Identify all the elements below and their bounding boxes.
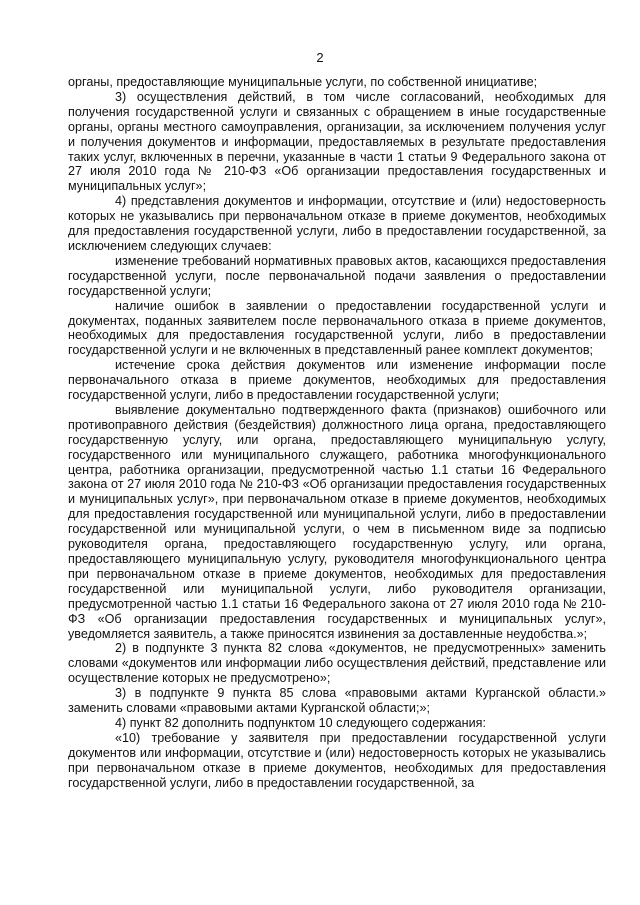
paragraph-case-errors: наличие ошибок в заявлении о предоставлении государственной услуги и документах, поданных заявителем после первоначального отказа в приеме документов, необходимых для предоставления государственной услуги, либо в предоставлении государственной услуги и не включенных в представленный ранее комплект документов;	[68, 298, 606, 358]
paragraph-case-requirements-change: изменение требований нормативных правовых актов, касающихся предоставления государственной услуги, после первоначальной подачи заявления о предоставлении государственной услуги;	[68, 253, 606, 298]
paragraph-case-expiry: истечение срока действия документов или изменение информации после первоначального отказа в приеме документов, необходимых для предоставления государственной услуги, либо в предоставлении государственной услуги;	[68, 358, 606, 403]
paragraph-item-4: 4) представления документов и информации, отсутствие и (или) недостоверность которых не указывались при первоначальном отказе в приеме документов, необходимых для предоставления государственной услуги, либо в предоставлении государственной, за исключением следующих случаев:	[68, 194, 606, 253]
paragraph-new-subitem-10: «10) требование у заявителя при предоставлении государственной услуги документов или информации, отсутствие и (или) недостоверность которых не указывались при первоначальном отказе в приеме документов, необходимых для предоставления государственной услуги, либо в предоставлении государственной, за	[68, 730, 606, 790]
paragraph-amendment-2: 2) в подпункте 3 пункта 82 слова «документов, не предусмотренных» заменить словами «документов или информации либо осуществления действий, представление или осуществление которых не предусмотрено»;	[68, 641, 606, 686]
paragraph-amendment-4: 4) пункт 82 дополнить подпунктом 10 следующего содержания:	[115, 715, 486, 730]
document-body	[68, 75, 606, 791]
paragraph-amendment-3: 3) в подпункте 9 пункта 85 слова «правовыми актами Курганской области.» заменить словами «правовыми актами Курганской области;»;	[68, 686, 606, 716]
page-number: 2	[316, 50, 324, 65]
paragraph-continuation: органы, предоставляющие муниципальные услуги, по собственной инициативе;	[68, 75, 538, 89]
paragraph-case-unlawful-action: выявление документально подтвержденного факта (признаков) ошибочного или противоправного действия (бездействия) должностного лица органа, предоставляющего государственную услугу, или органа, предоставляющего муниципальную услугу, государственного или муниципального служащего, работника многофункционального центра, работника организации, предусмотренной частью 1.1 статьи 16 Федерального закона от 27 июля 2010 года № 210-ФЗ «Об организации предоставления государственных и муниципальных услуг», при первоначальном отказе в приеме документов, необходимых для предоставления государственной или муниципальной услуги, либо в предоставлении государственной или муниципальной услуги, о чем в письменном виде за подписью руководителя органа, предоставляющего государственную услугу, или органа, предоставляющего муниципальную услугу, руководителя многофункционального центра при первоначальном отказе в приеме документов, необходимых для предоставления государственной или муниципальной услуги, либо руководителя организации, предусмотренной частью 1.1 статьи 16 Федерального закона от 27 июля 2010 года № 210-ФЗ «Об организации предоставления государственных и муниципальных услуг», уведомляется заявитель, а также приносятся извинения за доставленные неудобства.»;	[68, 402, 606, 641]
paragraph-item-3: 3) осуществления действий, в том числе согласований, необходимых для получения государственной услуги и связанных с обращением в иные государственные органы, органы местного самоуправления, организации, за исключением получения услуг и получения документов и информации, предоставляемых в результате предоставления таких услуг, включенных в перечни, указанные в части 1 статьи 9 Федерального закона от 27 июля 2010 года № 210-ФЗ «Об организации предоставления государственных и муниципальных услуг»;	[68, 89, 606, 194]
